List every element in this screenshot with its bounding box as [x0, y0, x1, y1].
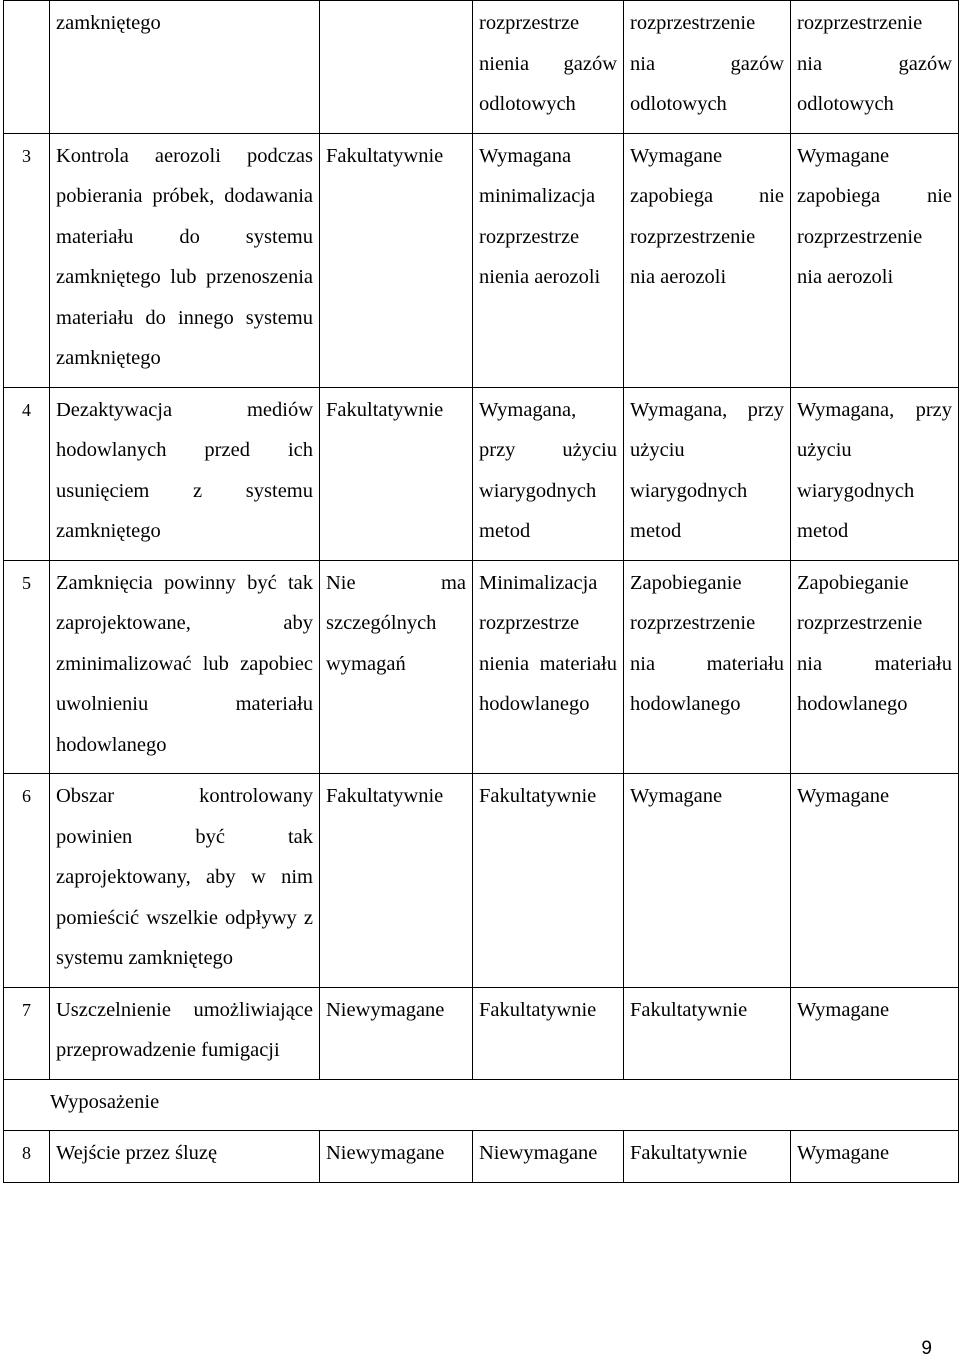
measure-cell: Uszczelnienie umożliwiające przeprowadzenie fumigacji — [50, 987, 320, 1079]
row-number: 3 — [4, 133, 50, 387]
level-2-cell: Niewymagane — [473, 1131, 624, 1183]
page-number: 9 — [921, 1338, 932, 1359]
measure-cell: Zamknięcia powinny być tak zaprojektowane, aby zminimalizować lub zapobiec uwolnieniu materiału hodowlanego — [50, 560, 320, 774]
level-1-cell — [320, 1, 473, 134]
level-3-cell: rozprzestrzenie nia gazów odlotowych — [624, 1, 791, 134]
level-2-cell: rozprzestrze nienia gazów odlotowych — [473, 1, 624, 134]
level-1-cell: Niewymagane — [320, 1131, 473, 1183]
level-3-cell: Zapobieganie rozprzestrzenie nia materiału hodowlanego — [624, 560, 791, 774]
level-3-cell: Fakultatywnie — [624, 987, 791, 1079]
table-row — [4, 1131, 959, 1183]
level-1-cell: Niewymagane — [320, 987, 473, 1079]
table-row — [4, 133, 959, 387]
level-4-cell: Zapobieganie rozprzestrzenie nia materiału hodowlanego — [791, 560, 959, 774]
level-1-cell: Fakultatywnie — [320, 774, 473, 988]
level-2-cell: Fakultatywnie — [473, 774, 624, 988]
row-number: 6 — [4, 774, 50, 988]
table-row — [4, 1, 959, 134]
level-4-cell: Wymagane zapobiega nie rozprzestrzenie nia aerozoli — [791, 133, 959, 387]
measure-cell: zamkniętego — [50, 1, 320, 134]
row-number: 8 — [4, 1131, 50, 1183]
row-number: 5 — [4, 560, 50, 774]
table-row — [4, 774, 959, 988]
requirements-table — [3, 0, 959, 1183]
measure-cell: Wejście przez śluzę — [50, 1131, 320, 1183]
table-row — [4, 560, 959, 774]
section-heading: Wyposażenie — [4, 1079, 959, 1131]
section-row — [4, 1079, 959, 1131]
row-number — [4, 1, 50, 134]
measure-cell: Dezaktywacja mediów hodowlanych przed ich usunięciem z systemu zamkniętego — [50, 387, 320, 560]
level-3-cell: Wymagane zapobiega nie rozprzestrzenie nia aerozoli — [624, 133, 791, 387]
level-3-cell: Wymagane — [624, 774, 791, 988]
level-4-cell: Wymagane — [791, 987, 959, 1079]
level-4-cell: Wymagana, przy użyciu wiarygodnych metod — [791, 387, 959, 560]
level-1-cell: Nie ma szczególnych wymagań — [320, 560, 473, 774]
level-4-cell: Wymagane — [791, 774, 959, 988]
level-1-cell: Fakultatywnie — [320, 387, 473, 560]
table-row — [4, 987, 959, 1079]
level-2-cell: Wymagana minimalizacja rozprzestrze nienia aerozoli — [473, 133, 624, 387]
level-2-cell: Fakultatywnie — [473, 987, 624, 1079]
measure-cell: Kontrola aerozoli podczas pobierania próbek, dodawania materiału do systemu zamkniętego lub przenoszenia materiału do innego systemu zamkniętego — [50, 133, 320, 387]
measure-cell: Obszar kontrolowany powinien być tak zaprojektowany, aby w nim pomieścić wszelkie odpływy z systemu zamkniętego — [50, 774, 320, 988]
level-4-cell: rozprzestrzenie nia gazów odlotowych — [791, 1, 959, 134]
level-3-cell: Fakultatywnie — [624, 1131, 791, 1183]
row-number: 4 — [4, 387, 50, 560]
table-row — [4, 387, 959, 560]
level-3-cell: Wymagana, przy użyciu wiarygodnych metod — [624, 387, 791, 560]
level-1-cell: Fakultatywnie — [320, 133, 473, 387]
level-2-cell: Wymagana, przy użyciu wiarygodnych metod — [473, 387, 624, 560]
level-2-cell: Minimalizacja rozprzestrze nienia materiału hodowlanego — [473, 560, 624, 774]
level-4-cell: Wymagane — [791, 1131, 959, 1183]
row-number: 7 — [4, 987, 50, 1079]
